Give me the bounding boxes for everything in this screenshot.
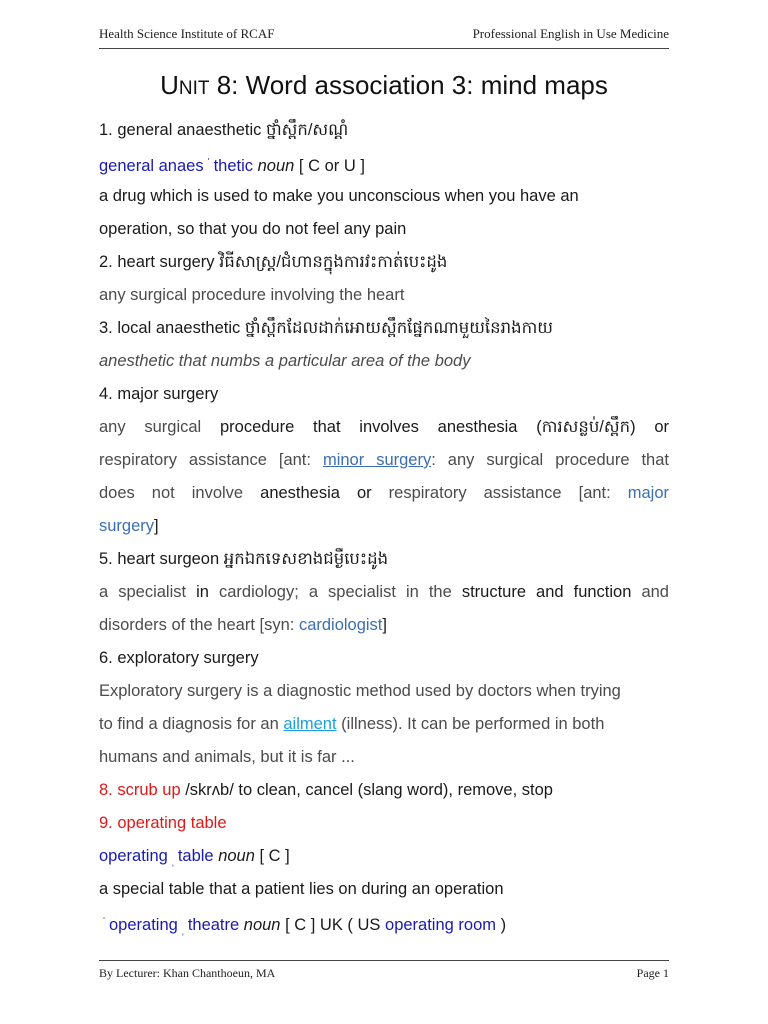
part-of-speech: noun xyxy=(218,847,255,865)
definition-text: in xyxy=(196,583,209,601)
stress-mark: ˈ xyxy=(206,156,211,170)
part-of-speech: noun xyxy=(257,157,295,175)
entry-heading: 6. exploratory surgery xyxy=(99,649,259,667)
definition-line xyxy=(99,609,669,642)
grammar-code: [ C ] UK ( US xyxy=(280,916,386,934)
headword: thetic xyxy=(213,157,254,175)
definition-text: procedure that involves anesthesia (ការសន្លប់/ស្ពឹក) or xyxy=(219,418,669,436)
definition-text: ) xyxy=(496,916,507,934)
entry-heading: 1. general anaesthetic ថ្នាំស្ពឹក/សណ្ដំ xyxy=(99,121,349,139)
definition-text: ] xyxy=(382,616,387,634)
entry-heading xyxy=(99,774,669,807)
entry-pos-line xyxy=(99,906,669,939)
definition: anesthetic that numbs a particular area of the body xyxy=(99,352,471,370)
definition-text: (illness). It can be performed in both xyxy=(336,715,605,733)
entry-heading: 5. heart surgeon អ្នកឯកទេសខាងជម្ងឺបេះដូង xyxy=(99,550,389,568)
definition-line xyxy=(99,510,669,543)
definition-text: : any surgical procedure that xyxy=(431,451,669,469)
definition-text: respiratory assistance [ant: xyxy=(99,451,323,469)
part-of-speech: noun xyxy=(243,916,281,934)
page-header xyxy=(99,26,669,46)
headword: theatre xyxy=(187,916,240,934)
definition-line xyxy=(99,708,669,741)
page-number: Page 1 xyxy=(636,966,669,980)
definition: any surgical procedure involving the heart xyxy=(99,286,405,304)
ailment-link[interactable]: ailment xyxy=(283,715,337,733)
definition: operation, so that you do not feel any pain xyxy=(99,220,407,238)
headword: operating xyxy=(99,847,168,865)
stress-mark: ˌ xyxy=(180,922,185,936)
definition-text: cardiology; a specialist in the xyxy=(208,583,462,601)
stress-mark: ˌ xyxy=(170,853,175,867)
entry-pos-line xyxy=(99,840,669,873)
definition: a special table that a patient lies on during an operation xyxy=(99,880,504,898)
headword: general anaes xyxy=(99,157,204,175)
footer-lecturer: By Lecturer: Khan Chanthoeun, MA xyxy=(99,966,276,980)
definition: a drug which is used to make you unconscious when you have an xyxy=(99,187,579,205)
title-rest: 8: Word association 3: mind maps xyxy=(209,70,608,100)
definition-text: respiratory assistance [ant: xyxy=(388,484,628,502)
title-cap: U xyxy=(160,70,179,100)
page-footer xyxy=(99,966,669,984)
entry-heading-red: 8. scrub up xyxy=(99,781,181,799)
stress-mark: ˈ xyxy=(102,915,106,929)
definition-text: disorders of the heart [syn: xyxy=(99,616,299,634)
headword: table xyxy=(177,847,214,865)
definition-line xyxy=(99,477,669,510)
definition-line xyxy=(99,411,669,444)
definition: humans and animals, but it is far ... xyxy=(99,748,355,766)
minor-surgery-link[interactable]: minor surgery xyxy=(322,451,432,469)
definition-text: does not involve xyxy=(99,484,261,502)
entry-heading: 3. local anaesthetic ថ្នាំស្ពឹកដែលដាក់អោយស្ពឹកផ្នែកណាមួយនៃរាងកាយ xyxy=(99,319,554,337)
title-smallcaps: NIT xyxy=(178,78,210,99)
entry-heading: 9. operating table xyxy=(99,814,227,832)
footer-rule xyxy=(99,960,669,961)
entry-pos-line xyxy=(99,147,669,180)
definition-text: structure and function xyxy=(461,583,632,601)
grammar-code: [ C or U ] xyxy=(294,157,365,175)
headword: operating xyxy=(109,916,178,934)
definition-text: or xyxy=(339,484,389,502)
grammar-code: [ C ] xyxy=(254,847,290,865)
header-institute: Health Science Institute of RCAF xyxy=(99,26,275,41)
cardiologist-link[interactable]: cardiologist xyxy=(298,616,383,634)
definition-text: anesthesia xyxy=(260,484,340,502)
major-surgery-link[interactable]: surgery xyxy=(99,517,155,535)
header-course: Professional English in Use Medicine xyxy=(472,26,669,41)
definition-text: a specialist xyxy=(99,583,197,601)
entry-heading: 4. major surgery xyxy=(99,385,219,403)
definition-text: and xyxy=(631,583,669,601)
definition-text: /skrʌb/ to clean, cancel (slang word), remove, stop xyxy=(180,781,553,799)
us-variant: operating room xyxy=(385,916,496,934)
definition-line xyxy=(99,576,669,609)
entry-heading: 2. heart surgery វិធីសាស្ត្រ/ជំហានក្នុងការវះកាត់បេះដូង xyxy=(99,253,448,271)
entries xyxy=(99,114,669,939)
header-rule xyxy=(99,48,669,49)
major-surgery-link[interactable]: major xyxy=(627,484,669,502)
definition-text: ] xyxy=(154,517,159,535)
page-title xyxy=(0,70,768,101)
definition-line xyxy=(99,444,669,477)
definition: Exploratory surgery is a diagnostic method used by doctors when trying xyxy=(99,682,621,700)
definition-text: to find a diagnosis for an xyxy=(99,715,284,733)
definition-text: any surgical xyxy=(99,418,220,436)
